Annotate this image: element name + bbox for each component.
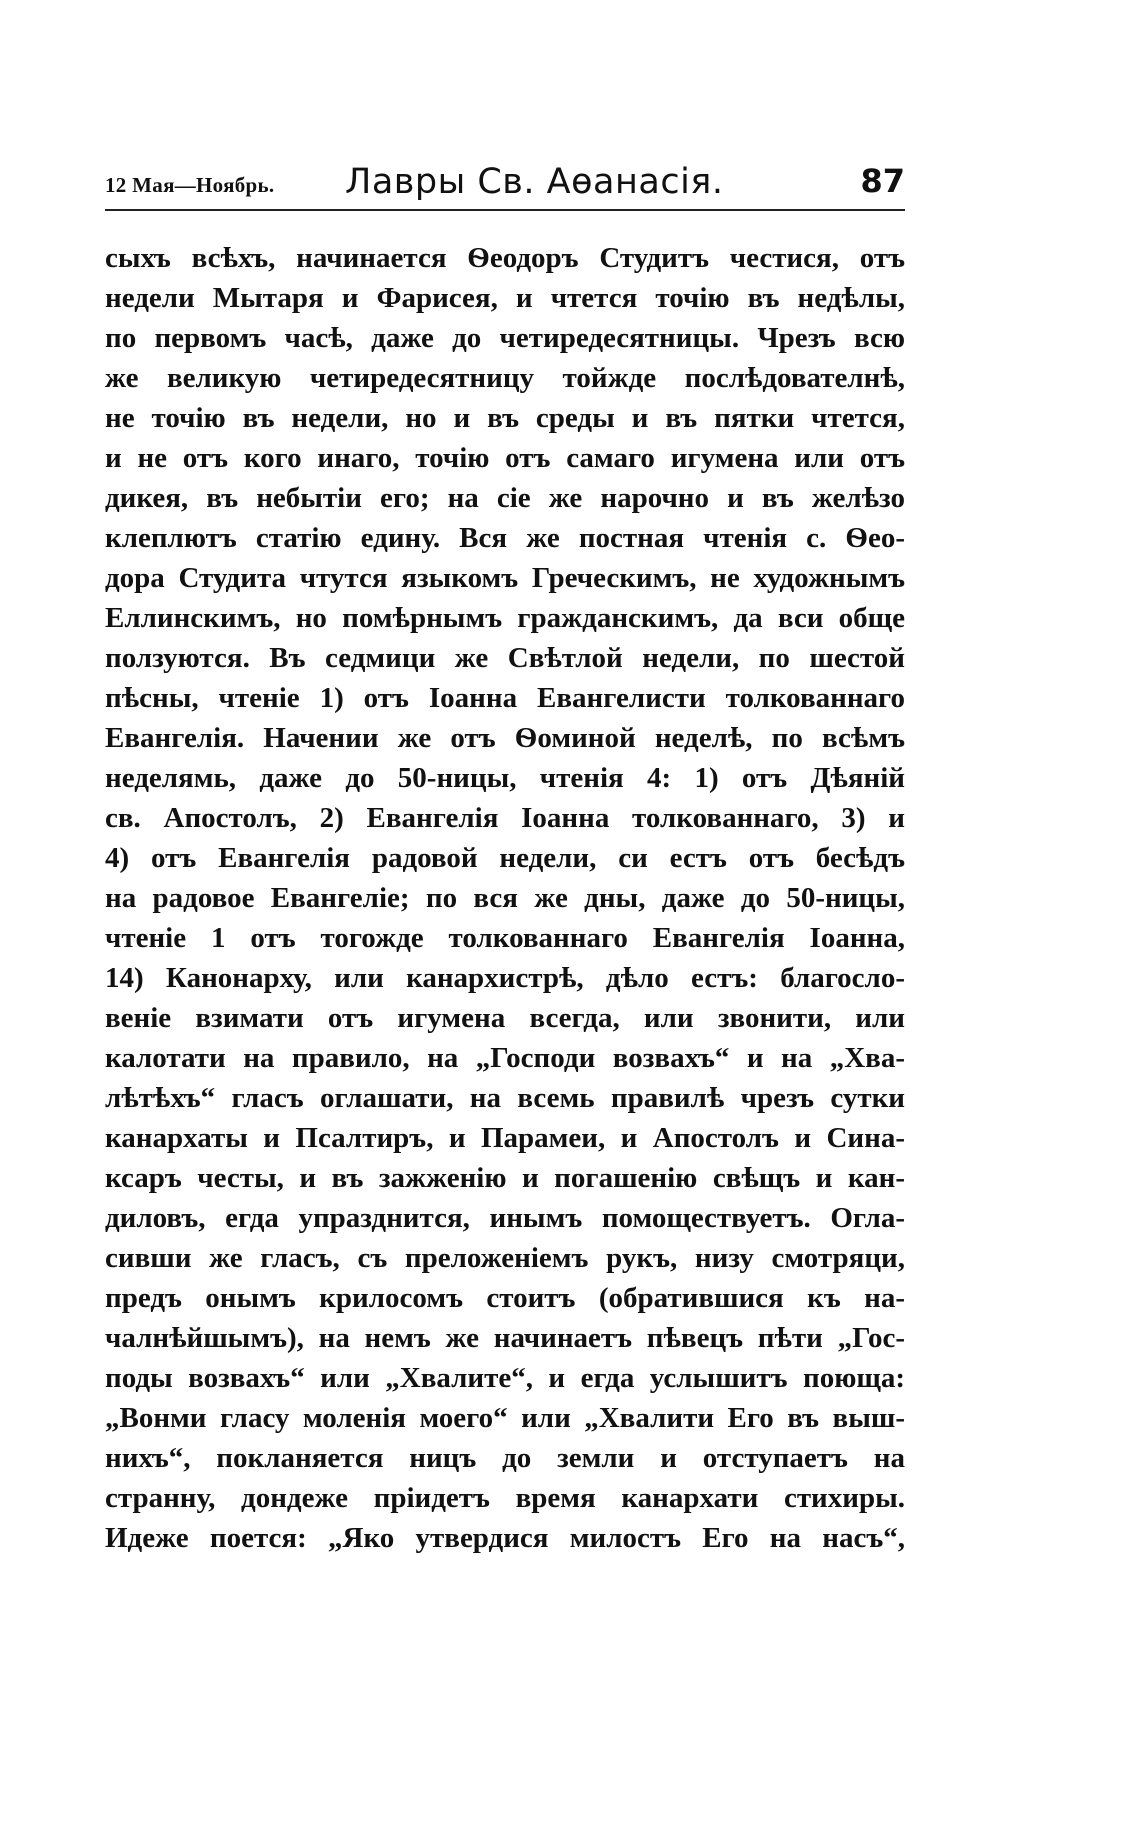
page-number: 87 [860,162,905,200]
text-line: же великую четиредесятницу тойжде послѣдователнѣ, [105,362,905,394]
text-line: чтеніе 1 отъ тогожде толкованнаго Евангелія Іоанна, [105,922,905,954]
body-text [105,238,905,1558]
text-line: сыхъ всѣхъ, начинается Ѳеодоръ Студитъ честися, отъ [105,242,905,274]
text-line: предъ онымъ крилосомъ стоитъ (обратившися къ на- [105,1282,905,1314]
text-line: поды возвахъ“ или „Хвалите“, и егда услышитъ поюща: [105,1362,905,1394]
text-line: ксаръ честы, и въ зажженію и погашенію свѣщъ и кан- [105,1162,905,1194]
text-line: 4) отъ Евангелія радовой недели, си естъ отъ бесѣдъ [105,842,905,874]
text-line: канархаты и Псалтиръ, и Парамеи, и Апостолъ и Сина- [105,1122,905,1154]
text-line: и не отъ кого инаго, точію отъ самаго игумена или отъ [105,442,905,474]
text-line: не точію въ недели, но и въ среды и въ пятки чтется, [105,402,905,434]
text-line: лѣтѣхъ“ гласъ оглашати, на всемь правилѣ чрезъ сутки [105,1082,905,1114]
text-line: пѣсны, чтеніе 1) отъ Іоанна Евангелисти толкованнаго [105,682,905,714]
text-line: чалнѣйшымъ), на немъ же начинаетъ пѣвецъ пѣти „Гос- [105,1322,905,1354]
running-head [105,158,905,204]
text-line: Евангелія. Начении же отъ Ѳоминой неделѣ, по всѣмъ [105,722,905,754]
text-line: „Вонми гласу моленія моего“ или „Хвалити Его въ выш- [105,1402,905,1434]
text-line: дора Студита чтутся языкомъ Греческимъ, не художнымъ [105,562,905,594]
text-line: диловъ, егда упразднится, инымъ помоществуетъ. Огла- [105,1202,905,1234]
text-line: веніе взимати отъ игумена всегда, или звонити, или [105,1002,905,1034]
text-line: св. Апостолъ, 2) Евангелія Іоанна толкованнаго, 3) и [105,802,905,834]
header-rule [105,209,905,211]
text-line: сивши же гласъ, съ преложеніемъ рукъ, низу смотряци, [105,1242,905,1274]
text-line: неделямь, даже до 50-ницы, чтенія 4: 1) отъ Дѣяній [105,762,905,794]
running-head-dates: 12 Мая—Ноябрь. [105,173,275,197]
text-line: ползуются. Въ седмици же Свѣтлой недели, по шестой [105,642,905,674]
text-line: клеплютъ статію едину. Вся же постная чтенія с. Ѳео- [105,522,905,554]
text-line: нихъ“, покланяется ницъ до земли и отступаетъ на [105,1442,905,1474]
text-line: калотати на правило, на „Господи возвахъ“ и на „Хва- [105,1042,905,1074]
text-line: Еллинскимъ, но помѣрнымъ гражданскимъ, да вси обще [105,602,905,634]
text-line: недели Мытаря и Фарисея, и чтется точію въ недѣлы, [105,282,905,314]
text-line: странну, дондеже пріидетъ время канархати стихиры. [105,1482,905,1514]
running-head-title: Лавры Св. Аѳанасія. [345,162,724,202]
text-line: на радовое Евангеліе; по вся же дны, даже до 50-ницы, [105,882,905,914]
text-line: дикея, въ небытіи его; на сіе же нарочно и въ желѣзо [105,482,905,514]
text-line: Идеже поется: „Яко утвердися милостъ Его на насъ“, [105,1522,905,1554]
text-line: 14) Канонарху, или канархистрѣ, дѣло естъ: благосло- [105,962,905,994]
text-line: по первомъ часѣ, даже до четиредесятницы. Чрезъ всю [105,322,905,354]
